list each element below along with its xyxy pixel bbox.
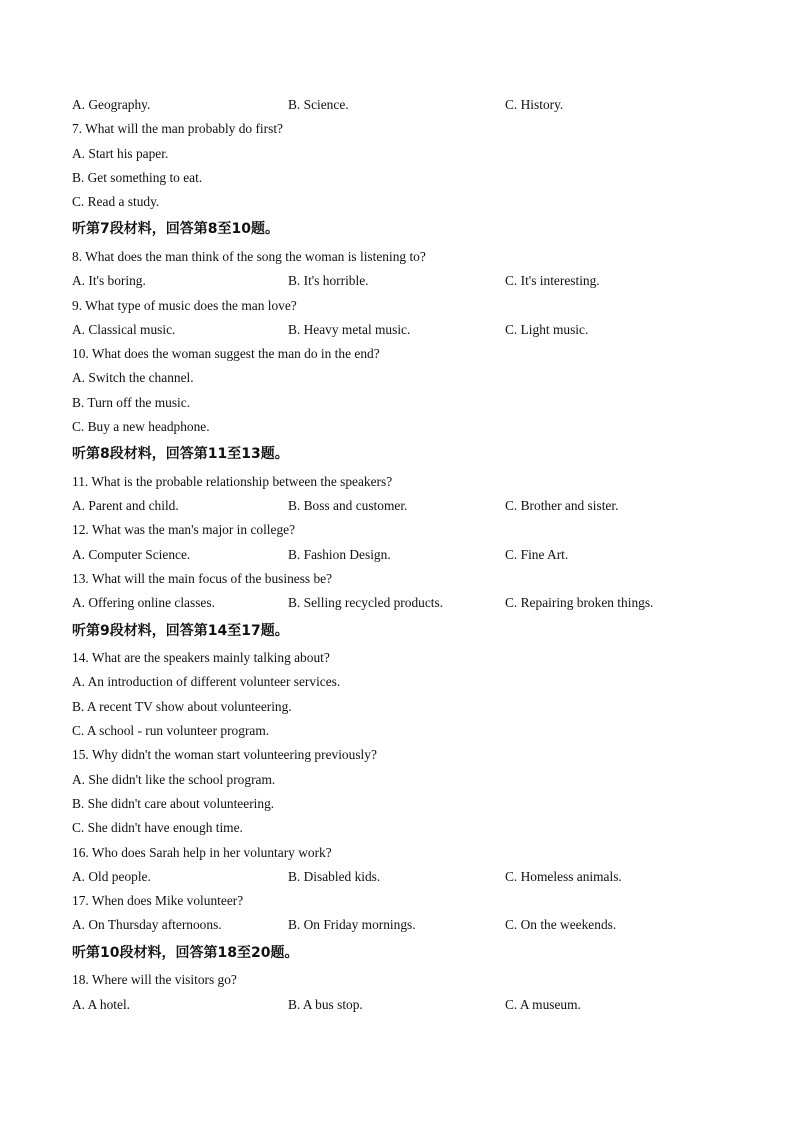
answer-option: A. A hotel. — [72, 996, 131, 1012]
answer-option: A. Old people. — [72, 868, 151, 884]
answer-option: C. Repairing broken things. — [505, 595, 654, 611]
answer-option: C. She didn't have enough time. — [72, 820, 243, 836]
answer-option: A. Switch the channel. — [72, 370, 194, 386]
option-row — [72, 318, 752, 342]
answer-option: C. It's interesting. — [505, 273, 600, 289]
answer-option: B. A recent TV show about volunteering. — [72, 698, 292, 714]
answer-option: B. Science. — [288, 97, 349, 112]
option-row — [72, 913, 752, 937]
answer-option: B. On Friday mornings. — [288, 917, 416, 933]
option-row — [72, 269, 752, 293]
answer-option: C. Light music. — [505, 321, 589, 337]
question-text: 11. What is the probable relationship between the speakers? — [72, 473, 393, 489]
answer-option: A. On Thursday afternoons. — [72, 917, 222, 933]
answer-option: A. Offering online classes. — [72, 595, 215, 611]
answer-option: B. A bus stop. — [288, 996, 363, 1012]
option-row — [72, 993, 752, 1017]
section-heading: 听第9段材料，回答第14至17题。 — [72, 622, 289, 639]
answer-option: C. History. — [505, 97, 564, 112]
question-text: 7. What will the man probably do first? — [72, 121, 283, 137]
answer-option: B. Boss and customer. — [288, 498, 408, 514]
answer-option: C. A school - run volunteer program. — [72, 723, 270, 739]
option-row — [72, 543, 752, 567]
section-heading: 听第8段材料，回答第11至13题。 — [72, 446, 289, 463]
question-text: 10. What does the woman suggest the man do in the end? — [72, 346, 380, 362]
answer-option: B. She didn't care about volunteering. — [72, 795, 275, 811]
answer-option: A. Classical music. — [72, 321, 176, 337]
answer-option: A. An introduction of different volunteer services. — [72, 674, 341, 690]
question-text: 9. What type of music does the man love? — [72, 297, 297, 313]
question-text: 18. Where will the visitors go? — [72, 972, 237, 988]
question-text: 14. What are the speakers mainly talking about? — [72, 650, 330, 666]
answer-option: C. On the weekends. — [505, 917, 617, 933]
answer-option: B. Get something to eat. — [72, 169, 203, 185]
option-row — [72, 93, 752, 117]
answer-option: A. Geography. — [72, 97, 151, 112]
answer-option: C. Fine Art. — [505, 546, 569, 562]
answer-option: C. Buy a new headphone. — [72, 419, 210, 435]
option-row — [72, 865, 752, 889]
exam-page — [72, 93, 752, 1017]
question-text: 8. What does the man think of the song the woman is listening to? — [72, 248, 426, 264]
question-text: 17. When does Mike volunteer? — [72, 893, 244, 909]
answer-option: C. A museum. — [505, 996, 581, 1012]
answer-option: A. Computer Science. — [72, 546, 191, 562]
question-text: 12. What was the man's major in college? — [72, 522, 296, 538]
question-text: 13. What will the main focus of the business be? — [72, 571, 333, 587]
answer-option: B. It's horrible. — [288, 273, 369, 289]
answer-option: B. Selling recycled products. — [288, 595, 444, 611]
answer-option: B. Turn off the music. — [72, 394, 191, 410]
option-row — [72, 494, 752, 518]
answer-option: C. Brother and sister. — [505, 498, 619, 514]
answer-option: A. It's boring. — [72, 273, 146, 289]
section-heading: 听第10段材料，回答第18至20题。 — [72, 944, 299, 961]
answer-option: B. Disabled kids. — [288, 868, 381, 884]
question-text: 16. Who does Sarah help in her voluntary work? — [72, 844, 332, 860]
answer-option: A. Parent and child. — [72, 498, 179, 514]
answer-option: B. Fashion Design. — [288, 546, 391, 562]
answer-option: B. Heavy metal music. — [288, 321, 411, 337]
answer-option: A. She didn't like the school program. — [72, 771, 276, 787]
section-heading: 听第7段材料，回答第8至10题。 — [72, 221, 279, 238]
answer-option: C. Read a study. — [72, 194, 160, 210]
question-text: 15. Why didn't the woman start volunteering previously? — [72, 747, 377, 763]
option-row — [72, 591, 752, 615]
answer-option: A. Start his paper. — [72, 145, 169, 161]
answer-option: C. Homeless animals. — [505, 868, 622, 884]
